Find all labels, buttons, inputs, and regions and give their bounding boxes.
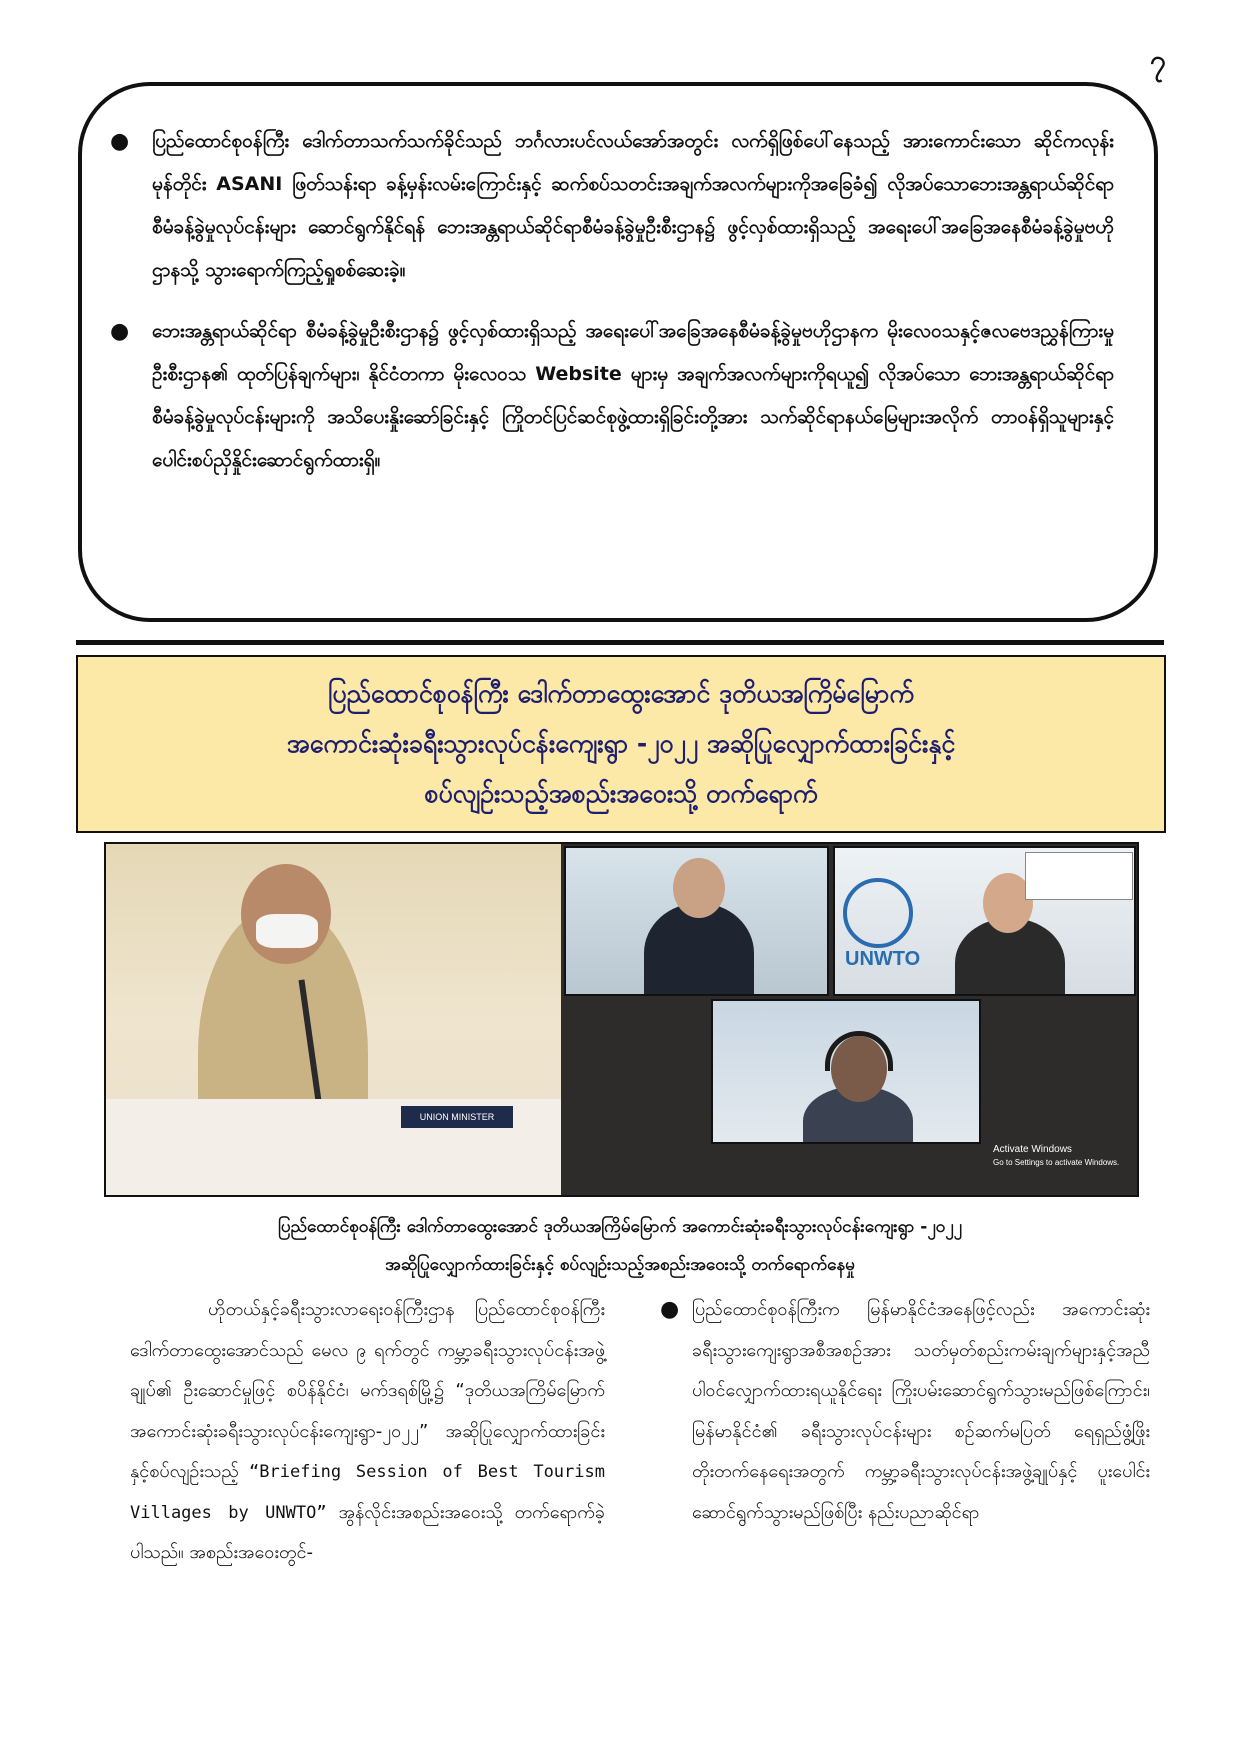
headline-line: ပြည်ထောင်စုဝန်ကြီး ဒေါက်တာထွေးအောင် ဒုတိယအကြိမ်မြောက် — [328, 679, 914, 708]
minister-at-desk — [106, 844, 561, 1197]
headset-icon — [825, 1031, 893, 1071]
summary-item — [110, 310, 1114, 482]
video-tile — [564, 846, 829, 996]
bullet-icon: ● — [660, 1297, 680, 1322]
bullet-icon: ● — [110, 319, 130, 344]
activate-windows-subtitle: Go to Settings to activate Windows. — [993, 1158, 1120, 1167]
unwto-logo-text: UNWTO — [845, 948, 921, 970]
page-number: ၇ — [1150, 44, 1166, 77]
headline-line: အကောင်းဆုံးခရီးသွားလုပ်ငန်းကျေးရွာ -၂၀၂၂ အဆိုပြုလျှောက်ထားခြင်းနှင့် — [286, 729, 956, 758]
photo-caption — [110, 1208, 1130, 1284]
face-mask — [256, 914, 318, 948]
video-call-screen — [561, 844, 1139, 1197]
article-text: ဟိုတယ်နှင့်ခရီးသွားလာရေးဝန်ကြီးဌာန ပြည်ထောင်စုဝန်ကြီး ဒေါက်တာထွေးအောင်သည် မေလ ၉ ရက်တွင် ကမ္ဘာ့ခရီးသွားလုပ်ငန်းအဖွဲ့ချုပ်၏ ဦးဆောင်မှုဖြင့် စပိန်နိုင်ငံ၊ မက်ဒရစ်မြို့၌ “ဒုတိယအကြိမ်မြောက် အကောင်းဆုံးခရီးသွားလုပ်ငန်းကျေးရွာ-၂၀၂၂” အဆိုပြုလျှောက်ထားခြင်းနှင့်စပ်လျဉ်းသည့် — [130, 1299, 605, 1482]
caption-line: ပြည်ထောင်စုဝန်ကြီး ဒေါက်တာထွေးအောင် ဒုတိယအကြိမ်မြောက် အကောင်းဆုံးခရီးသွားလုပ်ငန်းကျေးရွာ -၂၀၂၂ — [278, 1217, 962, 1237]
video-tile — [833, 846, 1136, 996]
summary-item — [110, 120, 1114, 292]
meeting-photo — [104, 842, 1139, 1197]
summary-text: ဘေးအန္တရာယ်ဆိုင်ရာ စီမံခန့်ခွဲမှုဦးစီးဌာန၌ ဖွင့်လှစ်ထားရှိသည့် အရေးပေါ်အခြေအနေစီမံခန့်ခွဲမှုဗဟိုဌာနက မိုးလေဝသနှင့်ဇလဗေဒညွှန်ကြားမှုဦးစီးဌာန၏ ထုတ်ပြန်ချက်များ၊ နိုင်ငံတကာ မိုးလေဝသ Website များမှ အချက်အလက်များကိုရယူ၍ လိုအပ်သော ဘေးအန္တရာယ်ဆိုင်ရာစီမံခန့်ခွဲမှုလုပ်ငန်းများကို အသိပေးနှိုးဆော်ခြင်းနှင့် ကြိုတင်ပြင်ဆင်စုဖွဲ့ထားရှိခြင်းတို့အား သက်ဆိုင်ရာနယ်မြေများအလိုက် တာဝန်ရှိသူများနှင့် ပေါင်းစပ်ညှိနှိုင်းဆောင်ရွက်ထားရှိ။ — [152, 320, 1114, 471]
video-tile — [711, 999, 981, 1144]
activate-windows-title: Activate Windows — [993, 1144, 1072, 1155]
participant-thumbnail — [1025, 852, 1133, 900]
headline-box — [76, 655, 1166, 833]
bullet-icon: ● — [110, 129, 130, 154]
caption-line: အဆိုပြုလျှောက်ထားခြင်းနှင့် စပ်လျဉ်းသည့်အစည်းအဝေးသို့ တက်ရောက်နေမှု — [385, 1255, 855, 1275]
summary-text: ပြည်ထောင်စုဝန်ကြီး ဒေါက်တာသက်သက်ခိုင်သည် ဘင်္ဂလားပင်လယ်အော်အတွင်း လက်ရှိဖြစ်ပေါ်နေသည့် အားကောင်းသော ဆိုင်ကလုန်းမုန်တိုင်း ASANI ဖြတ်သန်းရာ ခန့်မှန်းလမ်းကြောင်းနှင့် ဆက်စပ်သတင်းအချက်အလက်များကိုအခြေခံ၍ လိုအပ်သောဘေးအန္တရာယ်ဆိုင်ရာစီမံခန့်ခွဲမှုလုပ်ငန်းများ ဆောင်ရွက်နိုင်ရန် ဘေးအန္တရာယ်ဆိုင်ရာစီမံခန့်ခွဲမှုဦးစီးဌာန၌ ဖွင့်လှစ်ထားရှိသည့် အရေးပေါ်အခြေအနေစီမံခန့်ခွဲမှုဗဟိုဌာနသို့ သွားရောက်ကြည့်ရှုစစ်ဆေးခဲ့။ — [152, 130, 1114, 281]
unwto-logo — [843, 878, 913, 948]
article-latin-text: “Briefing Session of Best Tourism Villages by UNWTO” — [130, 1462, 605, 1523]
article-text: ပြည်ထောင်စုဝန်ကြီးက မြန်မာနိုင်ငံအနေဖြင့်လည်း အကောင်းဆုံးခရီးသွားကျေးရွာအစီအစဉ်အား သတ်မှတ်စည်းကမ်းချက်များနှင့်အညီ ပါဝင်လျှောက်ထားရယူနိုင်ရေး ကြိုးပမ်းဆောင်ရွက်သွားမည်ဖြစ်ကြောင်း၊ မြန်မာနိုင်ငံ၏ ခရီးသွားလုပ်ငန်းများ စဉ်ဆက်မပြတ် ရေရှည်ဖွံ့ဖြိုးတိုးတက်နေရေးအတွက် ကမ္ဘာ့ခရီးသွားလုပ်ငန်းအဖွဲ့ချုပ်နှင့် ပူးပေါင်းဆောင်ရွက်သွားမည်ဖြစ်ပြီး နည်းပညာဆိုင်ရာ — [692, 1299, 1150, 1523]
headline-line: စပ်လျဉ်းသည့်အစည်းအဝေးသို့ တက်ရောက် — [424, 779, 818, 808]
article-text: အွန်လိုင်းအစည်းအဝေးသို့ တက်ရောက်ခဲ့ပါသည်။ အစည်းအဝေးတွင်- — [130, 1501, 605, 1563]
section-divider — [76, 640, 1164, 645]
article-right-column — [660, 1290, 1150, 1533]
nameplate: UNION MINISTER — [401, 1106, 513, 1128]
summary-box — [78, 82, 1158, 622]
article-left-column — [130, 1290, 605, 1574]
participant-head — [673, 858, 725, 918]
